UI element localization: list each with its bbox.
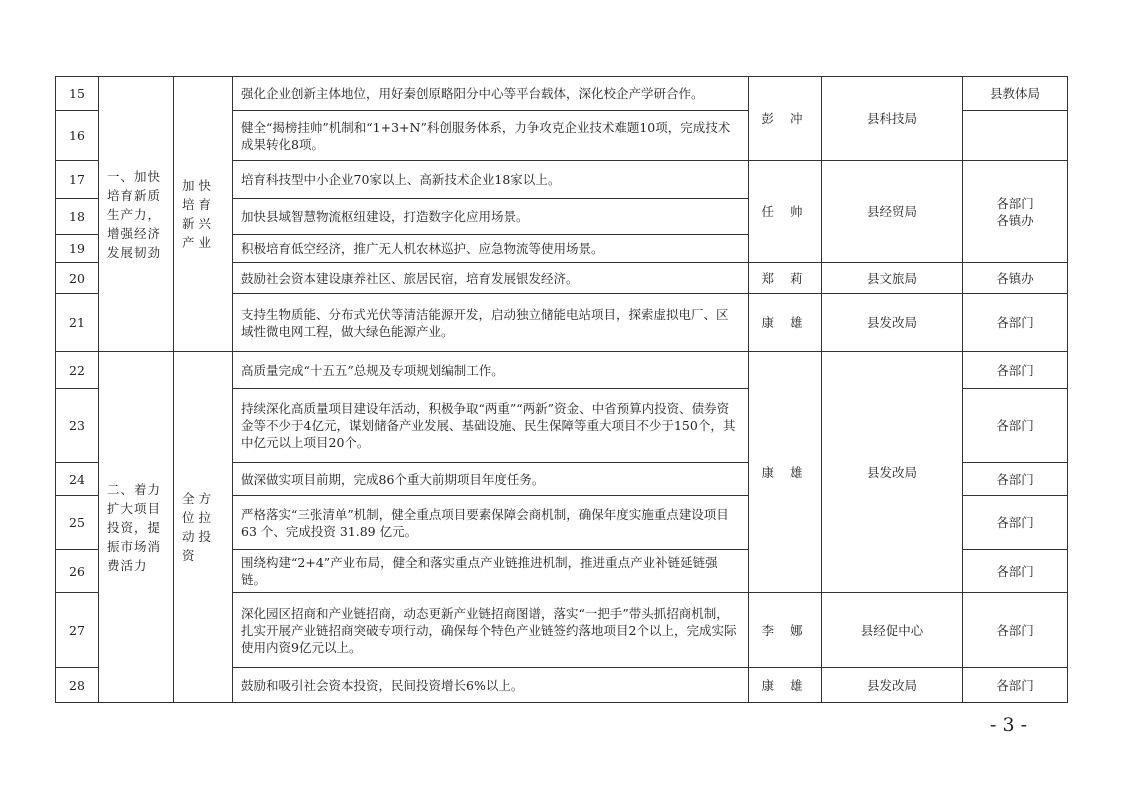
table-row xyxy=(56,77,1068,111)
lead-department: 县发改局 xyxy=(822,352,963,593)
task-description: 加快县域智慧物流枢纽建设，打造数字化应用场景。 xyxy=(233,199,749,235)
cooperating-department: 各部门 各镇办 xyxy=(963,161,1068,263)
lead-department: 县经促中心 xyxy=(822,593,963,668)
row-number: 16 xyxy=(56,111,99,161)
task-description: 鼓励和吸引社会资本投资，民间投资增长6%以上。 xyxy=(233,668,749,703)
responsible-leader: 李 娜 xyxy=(749,593,822,668)
cooperating-department: 各部门 xyxy=(963,389,1068,463)
row-number: 23 xyxy=(56,389,99,463)
cooperating-department: 各部门 xyxy=(963,593,1068,668)
row-number: 26 xyxy=(56,550,99,593)
task-description: 培育科技型中小企业70家以上、高新技术企业18家以上。 xyxy=(233,161,749,199)
responsible-leader: 任 帅 xyxy=(749,161,822,263)
lead-department: 县发改局 xyxy=(822,668,963,703)
table-row xyxy=(56,352,1068,389)
responsible-leader: 郑 莉 xyxy=(749,263,822,294)
row-number: 25 xyxy=(56,496,99,550)
task-description: 做深做实项目前期，完成86个重大前期项目年度任务。 xyxy=(233,463,749,496)
task-table xyxy=(55,76,1068,703)
row-number: 28 xyxy=(56,668,99,703)
cooperating-department: 各部门 xyxy=(963,668,1068,703)
task-description: 健全“揭榜挂帅”机制和“1+3+N”科创服务体系，力争攻克企业技术难题10项，完成技术成果转化8项。 xyxy=(233,111,749,161)
task-description: 持续深化高质量项目建设年活动，积极争取“两重”“两新”资金、中省预算内投资、债券资金等不少于4亿元，谋划储备产业发展、基础设施、民生保障等重大项目不少于150个，其中亿元以上项目20个。 xyxy=(233,389,749,463)
row-number: 22 xyxy=(56,352,99,389)
task-description: 围绕构建“2+4”产业布局，健全和落实重点产业链推进机制，推进重点产业补链延链强链。 xyxy=(233,550,749,593)
row-number: 19 xyxy=(56,235,99,263)
task-description: 严格落实“三张清单”机制，健全重点项目要素保障会商机制，确保年度实施重点建设项目 63 个、完成投资 31.89 亿元。 xyxy=(233,496,749,550)
cooperating-department: 各镇办 xyxy=(963,263,1068,294)
cooperating-department: 各部门 xyxy=(963,294,1068,352)
row-number: 24 xyxy=(56,463,99,496)
row-number: 18 xyxy=(56,199,99,235)
task-description: 鼓励社会资本建设康养社区、旅居民宿，培育发展银发经济。 xyxy=(233,263,749,294)
lead-department: 县发改局 xyxy=(822,294,963,352)
responsible-leader: 康 雄 xyxy=(749,352,822,593)
cooperating-department: 各部门 xyxy=(963,550,1068,593)
row-number: 20 xyxy=(56,263,99,294)
task-description: 支持生物质能、分布式光伏等清洁能源开发，启动独立储能电站项目，探索虚拟电厂、区域性微电网工程，做大绿色能源产业。 xyxy=(233,294,749,352)
page-number: - 3 - xyxy=(990,714,1028,736)
category-level1: 一、加快培育新质生产力，增强经济发展韧劲 xyxy=(99,77,174,352)
task-description: 高质量完成“十五五”总规及专项规划编制工作。 xyxy=(233,352,749,389)
cooperating-department: 各部门 xyxy=(963,496,1068,550)
row-number: 21 xyxy=(56,294,99,352)
cooperating-department: 各部门 xyxy=(963,463,1068,496)
category-level1: 二、着力扩大项目投资，提振市场消费活力 xyxy=(99,352,174,703)
row-number: 17 xyxy=(56,161,99,199)
row-number: 15 xyxy=(56,77,99,111)
row-number: 27 xyxy=(56,593,99,668)
category-level2: 全方位拉动投资 xyxy=(174,352,233,703)
task-description: 深化园区招商和产业链招商，动态更新产业链招商图谱，落实“一把手”带头抓招商机制，扎实开展产业链招商突破专项行动，确保每个特色产业链签约落地项目2个以上，完成实际使用内资9亿元以上。 xyxy=(233,593,749,668)
cooperating-department: 各部门 xyxy=(963,352,1068,389)
lead-department: 县经贸局 xyxy=(822,161,963,263)
category-level2: 加快培育新兴产业 xyxy=(174,77,233,352)
lead-department: 县科技局 xyxy=(822,77,963,161)
responsible-leader: 彭 冲 xyxy=(749,77,822,161)
task-description: 积极培育低空经济，推广无人机农林巡护、应急物流等使用场景。 xyxy=(233,235,749,263)
cooperating-department: 县教体局 xyxy=(963,77,1068,111)
task-description: 强化企业创新主体地位，用好秦创原略阳分中心等平台载体，深化校企产学研合作。 xyxy=(233,77,749,111)
responsible-leader: 康 雄 xyxy=(749,294,822,352)
cooperating-department xyxy=(963,111,1068,161)
lead-department: 县文旅局 xyxy=(822,263,963,294)
responsible-leader: 康 雄 xyxy=(749,668,822,703)
